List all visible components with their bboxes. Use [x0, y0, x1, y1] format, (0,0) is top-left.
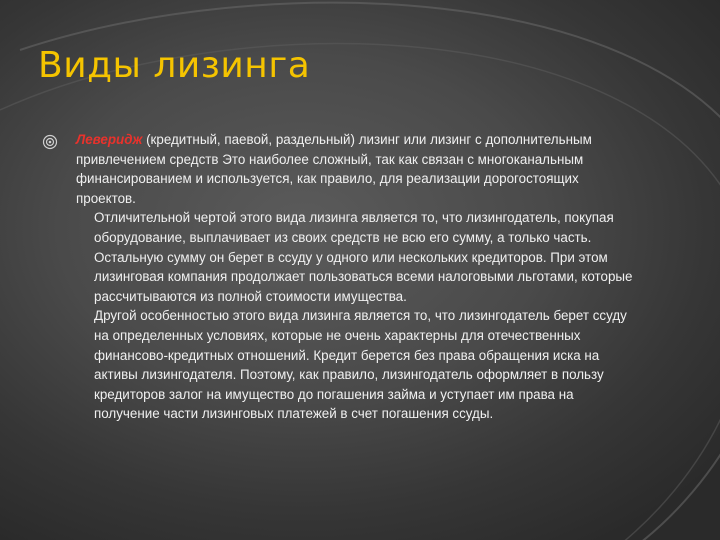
- paragraph-3: Другой особенностью этого вида лизинга является то, что лизингодатель берет ссуду на определенных условиях, которые не очень характерны для отечественных финансово-кредитных отношений. Кредит берется без права обращения иска на активы лизингодателя. Поэтому, как правило, лизингодатель оформляет в пользу кредиторов залог на имущество до погашения займа и уступает им права на получение части лизинговых платежей в счет погашения ссуды.: [94, 308, 627, 422]
- paragraph-1-text: (кредитный, паевой, раздельный) лизинг или лизинг с дополнительным привлечением средств Это наиболее сложный, так как связан с многоканальным финансированием и используется, как правило, для реализации дорогостоящих проектов.: [76, 132, 592, 206]
- paragraph-2: Отличительной чертой этого вида лизинга является то, что лизингодатель, покупая оборудование, выплачивает из своих средств не всю его сумму, а только часть. Остальную сумму он берет в ссуду у одного или нескольких кредиторов. При этом лизинговая компания продолжает пользоваться всеми налоговыми льготами, которые рассчитываются из полной стоимости имущества.: [94, 210, 633, 304]
- slide-body: [76, 130, 636, 424]
- slide-title: Виды лизинга: [38, 45, 311, 86]
- target-bullet-icon: [42, 134, 58, 150]
- paragraph-1: [76, 130, 636, 208]
- highlighted-term: Леверидж: [76, 132, 143, 147]
